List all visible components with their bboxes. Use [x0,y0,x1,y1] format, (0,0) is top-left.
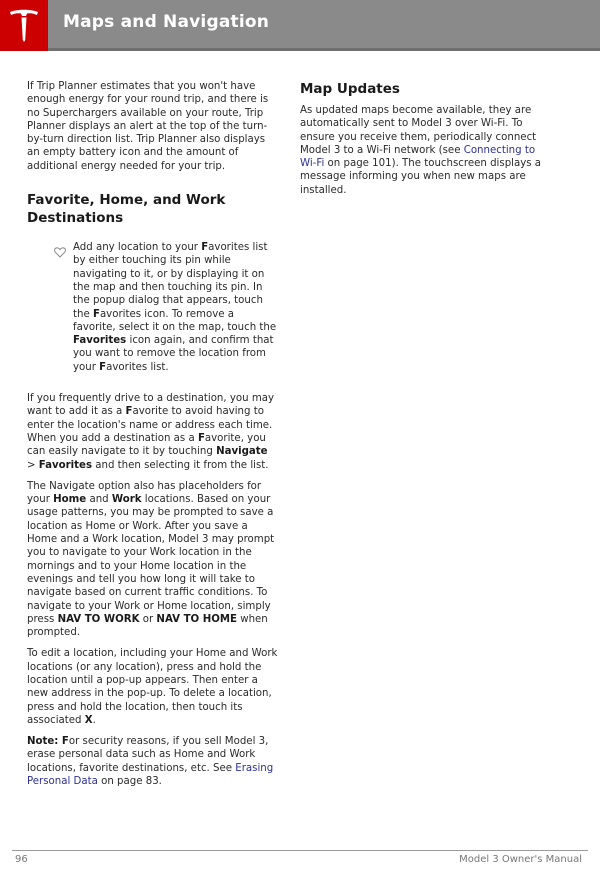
bold-segment: Navigate [216,446,268,458]
page-header [0,0,600,51]
bold-segment: F [201,242,209,254]
bold-segment: F [197,432,205,444]
bold-segment: Work [111,494,142,506]
bold-segment: Home [53,494,87,506]
tesla-logo-icon [9,9,39,43]
text-segment: or [139,613,157,625]
bold-segment: Favorites [38,459,93,471]
text-segment: avorite to avoid having to enter the location's name or address each time. When you add a destination as a [27,406,273,444]
text-segment: on page 101). The touchscreen displays a message informing you when new maps are installed. [300,158,542,196]
bold-segment: NAV TO WORK [57,613,140,625]
text-segment: If you frequently drive to a destination, you may want to add it as a [27,393,275,418]
text-segment: and [86,494,112,506]
left-column [27,80,279,796]
bold-segment: F [125,406,133,418]
bold-segment: F [92,308,100,320]
text-segment: avorite, you can easily navigate to it by touching [27,432,266,458]
text-segment: and then selecting it from the list. [92,459,269,471]
note-suffix: on page 83. [97,776,162,788]
frequent-destination-paragraph [27,392,279,472]
text-segment: Add any location to your [73,242,202,254]
text-segment: locations. Based on your usage patterns, you may be prompted to save a location as Home or Work. After you save a Home and a Work location, Model 3 may prompt you to navigate to your Work location in the mornings and to your Home location in the evenings and tell you how long it will take to navigate based on current traffic conditions. To navigate to your Work or Home location, simply press [27,494,275,625]
navigate-placeholders-paragraph [27,480,279,640]
text-segment: avorites list. [106,361,169,373]
text-segment: icon again, and confirm that you want to remove the location from your [73,335,274,373]
page-number: 96 [15,854,28,865]
text-segment: avorites icon. To remove a favorite, select it on the map, touch the [73,308,277,333]
note-label: Note: F [27,736,69,748]
text-segment: > [27,459,39,471]
text-segment: To edit a location, including your Home and Work locations (or any location), press and hold the location until a pop-up appears. Then enter a new address in the pop-up. To delete a location, press and hold the location, then touch its associated [27,648,278,726]
map-updates-paragraph [300,104,550,197]
text-segment: avorites list by either touching its pin while navigating to it, or by displaying it on the map and then touching its pin. In the popup dialog that appears, touch the [73,242,268,320]
heart-icon [54,247,66,258]
security-note [27,735,279,788]
favorites-note-text [73,241,279,374]
tesla-logo [0,0,48,51]
erasing-personal-data-link[interactable]: Erasing Personal Data [27,762,274,788]
section-heading-favorites: Favorite, Home, and Work Destinations [27,192,226,227]
manual-title: Model 3 Owner's Manual [459,854,582,865]
trip-planner-paragraph: If Trip Planner estimates that you won't have enough energy for your round trip, and there is no Superchargers available on your route, Trip Planner displays an alert at the top of the turn-by-turn direction list. Trip Planner also displays an empty battery icon and the amount of additional energy needed for your trip. [27,81,269,172]
edit-location-paragraph [27,647,279,727]
text-segment: . [92,714,96,726]
text-segment: when prompted. [27,613,268,639]
footer-divider [12,850,588,851]
bold-segment: Favorites [73,335,127,347]
bold-segment: F [99,361,107,373]
bold-segment: X [84,714,93,726]
right-column [300,80,550,205]
bold-segment: NAV TO HOME [156,613,238,625]
note-text: or security reasons, if you sell Model 3, erase personal data such as Home and Work locations, favorite destinations, etc. See [27,736,269,774]
connecting-to-wifi-link[interactable]: Connecting to Wi-Fi [300,144,536,170]
section-heading-map-updates: Map Updates [300,81,400,97]
text-segment: As updated maps become available, they are automatically sent to Model 3 over Wi-Fi. To ensure you receive them, periodically connect Model 3 to a Wi-Fi network (see [300,105,537,156]
favorites-icon-note [27,241,279,374]
page-title: Maps and Navigation [63,12,270,32]
text-segment: The Navigate option also has placeholders for your [27,480,262,506]
